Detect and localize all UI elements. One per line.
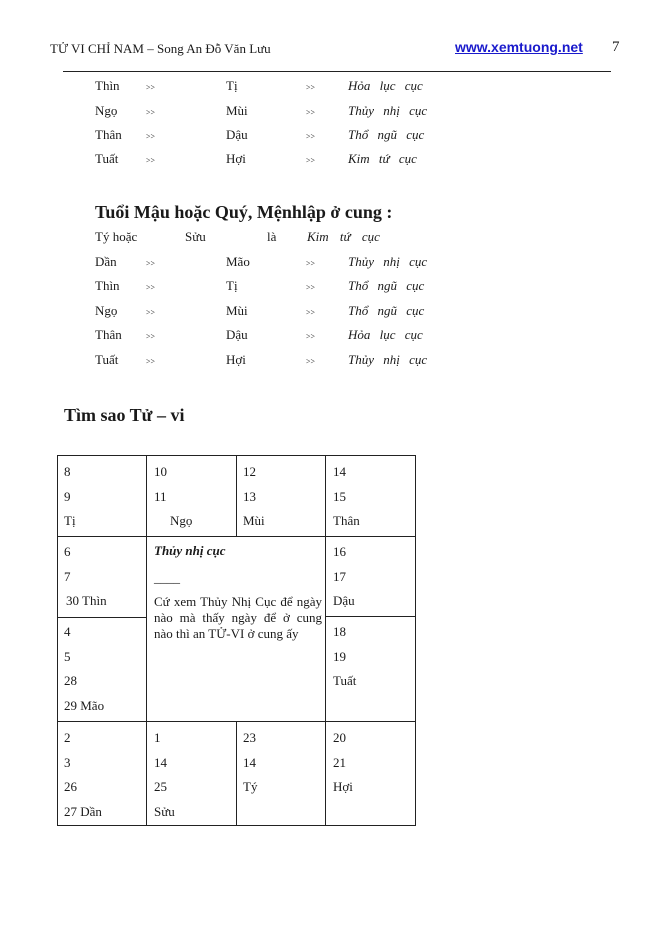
- cell-number: 19: [333, 648, 346, 664]
- cell-mao: [64, 620, 104, 718]
- cuc-result: Thổ ngũ cục: [348, 303, 425, 318]
- cuc-result: Kim tứ cục: [348, 151, 417, 166]
- cell-number: 26: [64, 779, 77, 794]
- cuc-result: Hỏa lục cục: [348, 78, 423, 93]
- cell-branch: 27 Dần: [64, 803, 102, 819]
- cell-number: 2: [64, 730, 71, 745]
- branch-to: Tị: [226, 78, 238, 93]
- branch-from: Thìn: [95, 78, 120, 93]
- website-link[interactable]: www.xemtuong.net: [455, 39, 583, 55]
- cell-number: 6: [64, 544, 71, 559]
- arrow: >>: [146, 156, 156, 165]
- cell-branch: 29 Mão: [64, 697, 105, 713]
- cell-number: 13: [243, 488, 256, 504]
- cuc-result: Hỏa lục cục: [348, 327, 423, 342]
- cell-number: 23: [243, 730, 256, 745]
- cuc-result: Thổ ngũ cục: [348, 278, 425, 293]
- cell-number: 16: [333, 544, 346, 559]
- cell-branch: Tý: [243, 779, 258, 794]
- cell-number: 18: [333, 624, 346, 639]
- arrow: >>: [146, 132, 156, 141]
- cell-branch: Tị: [64, 513, 76, 528]
- cell-branch: Ngọ: [170, 513, 193, 528]
- arrow: >>: [306, 259, 316, 268]
- cell-number: 21: [333, 754, 346, 770]
- center-dash: ____: [154, 570, 180, 585]
- cuc-result: Thổ ngũ cục: [348, 127, 425, 142]
- branch-to: Hợi: [226, 352, 246, 367]
- header-divider: [63, 71, 611, 72]
- arrow: >>: [146, 357, 156, 366]
- arrow: >>: [306, 332, 316, 341]
- arrow: >>: [306, 156, 316, 165]
- cell-number: 25: [154, 779, 167, 794]
- branch-to: Mùi: [226, 303, 248, 318]
- cell-branch: Thân: [333, 513, 360, 528]
- arrow: >>: [306, 83, 316, 92]
- branch-to: Dậu: [226, 127, 248, 142]
- cell-number: 8: [64, 464, 71, 479]
- cell-number: 14: [243, 754, 256, 770]
- cell-ti: [64, 460, 76, 534]
- cell-number: 5: [64, 648, 71, 664]
- branch-from: Thân: [95, 127, 122, 142]
- cell-number: 1: [154, 730, 161, 745]
- cell-ty: [243, 726, 257, 800]
- cell-branch: 30 Thìn: [66, 593, 107, 608]
- cell-number: 7: [64, 568, 71, 584]
- cuc-result: Kim tứ cục: [307, 229, 380, 244]
- branch-to: Sửu: [185, 229, 206, 244]
- grid-line: [57, 536, 416, 537]
- cell-number: 15: [333, 488, 346, 504]
- arrow: >>: [146, 83, 156, 92]
- branch-from: Ngọ: [95, 103, 118, 118]
- grid-line: [325, 455, 326, 826]
- cell-number: 10: [154, 464, 167, 479]
- cuc-result: Thủy nhị cục: [348, 103, 428, 118]
- cell-number: 4: [64, 624, 71, 639]
- cell-hoi: [333, 726, 353, 800]
- cell-number: 9: [64, 488, 71, 504]
- branch-from: Dần: [95, 254, 117, 269]
- section3-heading: Tìm sao Tử – vi: [64, 405, 185, 425]
- cell-than: [333, 460, 360, 534]
- cell-mui: [243, 460, 265, 534]
- cell-suu: [154, 726, 175, 824]
- cell-branch: Mùi: [243, 513, 265, 528]
- branch-from: Ngọ: [95, 303, 118, 318]
- grid-line: [236, 721, 237, 826]
- grid-line: [236, 455, 237, 536]
- arrow: >>: [306, 283, 316, 292]
- cell-dau: [333, 540, 355, 614]
- grid-line: [57, 617, 147, 618]
- branch-from: Tuất: [95, 352, 119, 367]
- center-title: Thủy nhị cục: [154, 543, 226, 558]
- page-number: 7: [612, 39, 620, 55]
- branch-to: Tị: [226, 278, 238, 293]
- connector-word: là: [267, 229, 277, 244]
- arrow: >>: [146, 332, 156, 341]
- cell-number: 17: [333, 568, 346, 584]
- cell-tuat: [333, 620, 356, 694]
- cell-branch: Dậu: [333, 593, 355, 608]
- branch-from: Tý hoặc: [95, 229, 138, 244]
- section2-heading: Tuổi Mậu hoặc Quý, Mệnhlập ở cung :: [95, 202, 393, 222]
- arrow: >>: [306, 308, 316, 317]
- cuc-result: Thủy nhị cục: [348, 254, 428, 269]
- grid-line: [325, 616, 416, 617]
- arrow: >>: [306, 132, 316, 141]
- cell-branch: Hợi: [333, 779, 353, 794]
- cell-dan: [64, 726, 102, 824]
- branch-from: Thìn: [95, 278, 120, 293]
- header-title: TỬ VI CHỈ NAM – Song An Đỗ Văn Lưu: [50, 41, 271, 56]
- arrow: >>: [306, 357, 316, 366]
- cuc-result: Thủy nhị cục: [348, 352, 428, 367]
- cell-number: 12: [243, 464, 256, 479]
- cell-number: 3: [64, 754, 71, 770]
- cell-number: 14: [154, 754, 167, 770]
- branch-to: Hợi: [226, 151, 246, 166]
- center-description: Cứ xem Thủy Nhị Cục để ngày nào mà thấy ngày để ở cung nào thì an TỬ-VI ở cung ấy: [154, 594, 322, 641]
- branch-from: Tuất: [95, 151, 119, 166]
- cell-number: 11: [154, 488, 167, 504]
- arrow: >>: [146, 259, 156, 268]
- grid-line: [146, 455, 147, 826]
- branch-to: Mùi: [226, 103, 248, 118]
- cell-number: 20: [333, 730, 346, 745]
- arrow: >>: [146, 283, 156, 292]
- cell-number: 14: [333, 464, 346, 479]
- cell-branch: Tuất: [333, 673, 357, 688]
- cell-number: 28: [64, 673, 77, 688]
- grid-line: [57, 721, 416, 722]
- arrow: >>: [146, 308, 156, 317]
- branch-from: Thân: [95, 327, 122, 342]
- cell-thin: [64, 540, 107, 614]
- cell-ngo: [154, 460, 192, 534]
- branch-to: Mão: [226, 254, 250, 269]
- branch-to: Dậu: [226, 327, 248, 342]
- arrow: >>: [306, 108, 316, 117]
- cell-branch: Sửu: [154, 803, 175, 819]
- arrow: >>: [146, 108, 156, 117]
